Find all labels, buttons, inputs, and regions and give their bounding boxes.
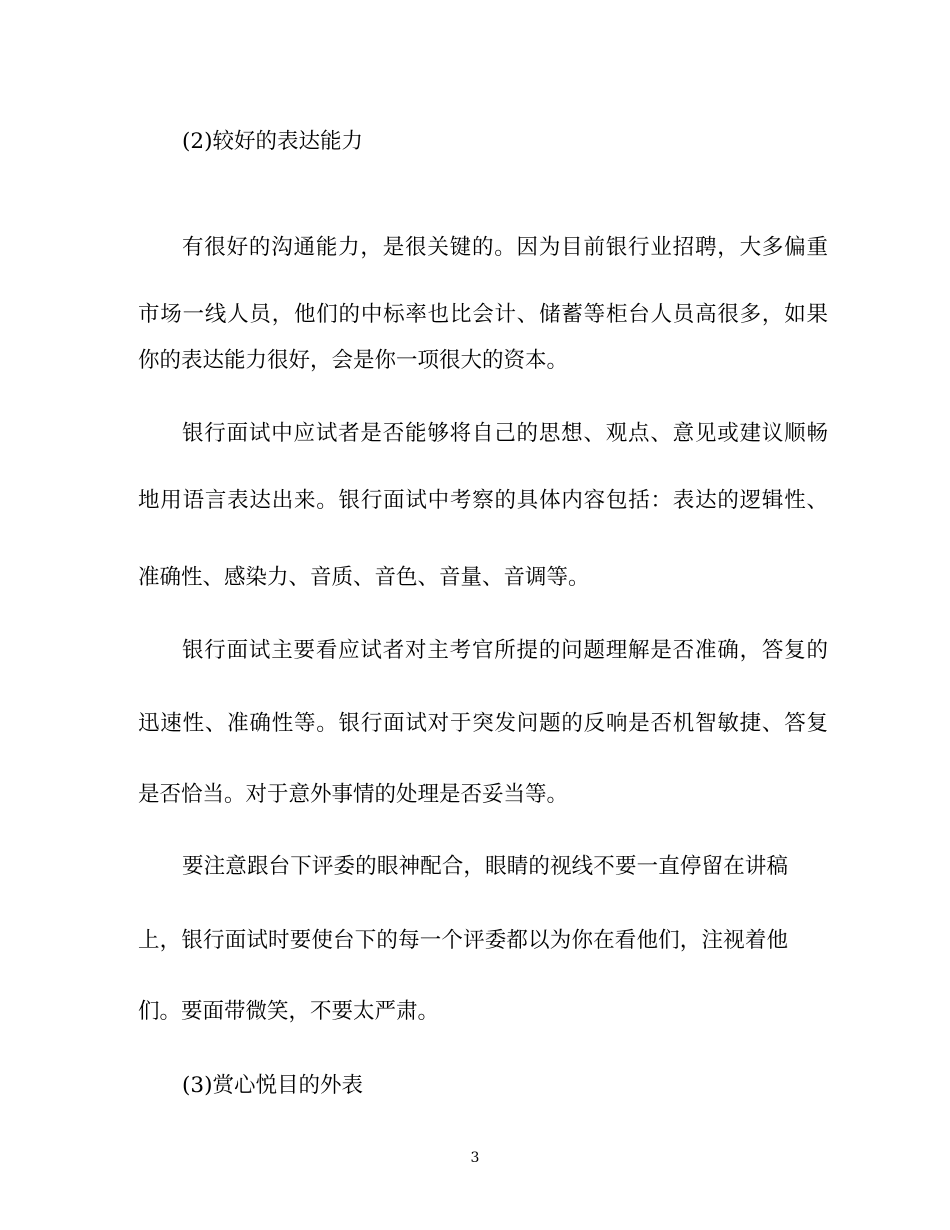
paragraph-4-line-2: 上，银行面试时要使台下的每一个评委都以为你在看他们，注视着他 [138,928,788,953]
paragraph-1-line-3: 你的表达能力很好，会是你一项很大的资本。 [138,348,569,373]
paragraph-3-line-1: 银行面试主要看应试者对主考官所提的问题理解是否准确，答复的 [182,638,828,663]
paragraph-2-line-2: 地用语言表达出来。银行面试中考察的具体内容包括：表达的逻辑性、 [138,488,828,513]
paragraph-3-line-3: 是否恰当。对于意外事情的处理是否妥当等。 [138,782,569,807]
section-heading-3: (3)赏心悦目的外表 [182,1073,363,1098]
page-number: 3 [470,1150,480,1166]
paragraph-2-line-3: 准确性、感染力、音质、音色、音量、音调等。 [138,565,590,590]
paragraph-3-line-2: 迅速性、准确性等。银行面试对于突发问题的反响是否机智敏捷、答复 [138,711,828,736]
paragraph-2-line-1: 银行面试中应试者是否能够将自己的思想、观点、意见或建议顺畅 [182,421,828,446]
paragraph-1-line-1: 有很好的沟通能力，是很关键的。因为目前银行业招聘，大多偏重 [182,235,828,260]
paragraph-4-line-3: 们。要面带微笑，不要太严肃。 [138,999,440,1024]
paragraph-1-line-2: 市场一线人员，他们的中标率也比会计、储蓄等柜台人员高很多，如果 [138,302,828,327]
paragraph-4-line-1: 要注意跟台下评委的眼神配合，眼睛的视线不要一直停留在讲稿 [182,854,788,879]
section-heading-2: (2)较好的表达能力 [182,129,363,154]
